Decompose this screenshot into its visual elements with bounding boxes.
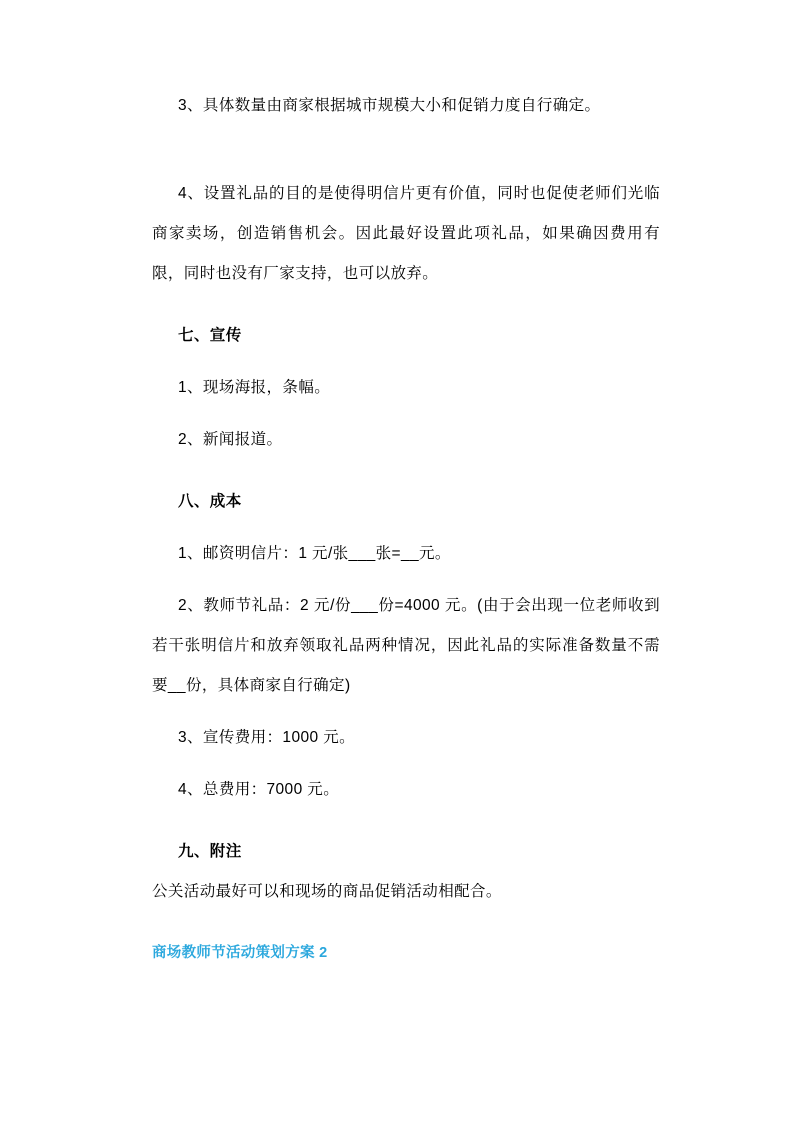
document-subtitle: 商场教师节活动策划方案 2 bbox=[152, 945, 328, 961]
paragraph-item-3: 3、具体数量由商家根据城市规模大小和促销力度自行确定。 bbox=[178, 97, 601, 114]
paragraph-cost-4: 4、总费用：7000 元。 bbox=[178, 781, 340, 798]
paragraph-promo-2: 2、新闻报道。 bbox=[178, 431, 283, 448]
paragraph-item-4: 4、设置礼品的目的是使得明信片更有价值，同时也促使老师们光临商家卖场，创造销售机会。因此最好设置此项礼品，如果确因费用有限，同时也没有厂家支持，也可以放弃。 bbox=[152, 185, 660, 282]
section-heading-nine: 九、附注 bbox=[178, 843, 242, 860]
paragraph-note: 公关活动最好可以和现场的商品促销活动相配合。 bbox=[152, 883, 502, 900]
section-heading-seven: 七、宣传 bbox=[178, 327, 242, 344]
paragraph-cost-2: 2、教师节礼品：2 元/份___份=4000 元。(由于会出现一位老师收到若干张明信片和放弃领取礼品两种情况，因此礼品的实际准备数量不需要__份，具体商家自行确定) bbox=[152, 597, 660, 694]
paragraph-cost-3: 3、宣传费用：1000 元。 bbox=[178, 729, 356, 746]
document-body bbox=[152, 86, 660, 966]
section-heading-eight: 八、成本 bbox=[178, 493, 242, 510]
paragraph-cost-1: 1、邮资明信片：1 元/张___张=__元。 bbox=[178, 545, 451, 562]
page-top-edge bbox=[0, 0, 800, 3]
paragraph-promo-1: 1、现场海报，条幅。 bbox=[178, 379, 331, 396]
